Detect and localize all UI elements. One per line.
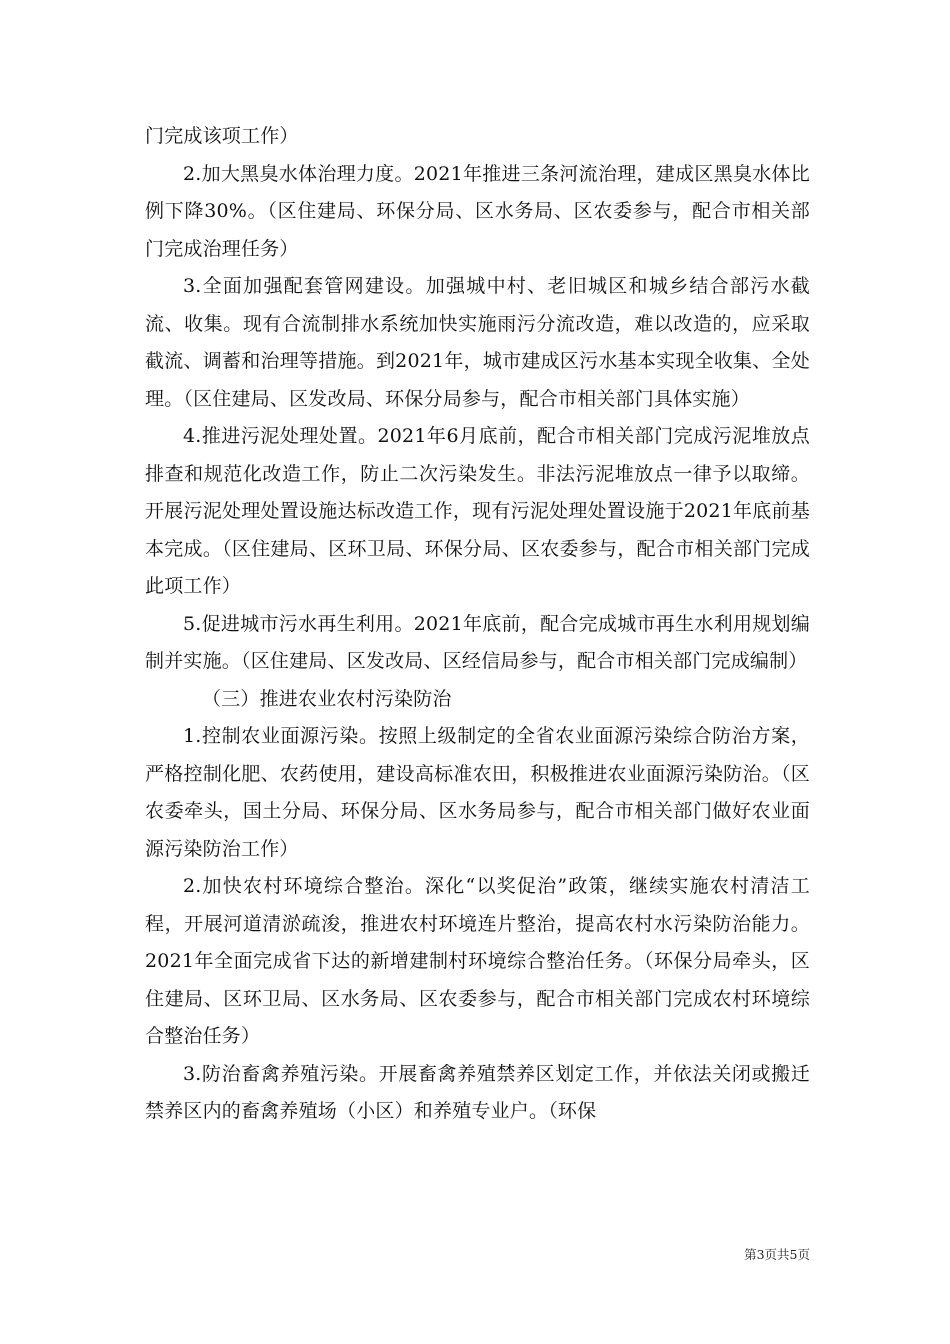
paragraph-item-4-sludge-treatment: 4.推进污泥处理处置。2021年6月底前，配合市相关部门完成污泥堆放点排查和规范化改造工作，防止二次污染发生。非法污泥堆放点一律予以取缔。开展污泥处理处置设施达标改造工作，现有污泥处理处置设施于2021年底前基本完成。（区住建局、区环卫局、环保分局、区农委参与，配合市相关部门完成此项工作）	[145, 425, 810, 597]
document-body	[145, 118, 810, 1131]
page-number: 第3页共5页	[744, 1247, 810, 1262]
paragraph-continuation: 门完成该项工作）	[145, 125, 299, 147]
paragraph-item-2-black-odorous-water: 2.加大黑臭水体治理力度。2021年推进三条河流治理，建成区黑臭水体比例下降30%。（区住建局、环保分局、区水务局、区农委参与，配合市相关部门完成治理任务）	[145, 162, 810, 260]
paragraph-item-1-agricultural-pollution: 1.控制农业面源污染。按照上级制定的全省农业面源污染综合防治方案，严格控制化肥、农药使用，建设高标准农田，积极推进农业面源污染防治。（区农委牵头，国土分局、环保分局、区水务局参与，配合市相关部门做好农业面源污染防治工作）	[145, 725, 810, 860]
paragraph-item-3-pipe-network: 3.全面加强配套管网建设。加强城中村、老旧城区和城乡结合部污水截流、收集。现有合流制排水系统加快实施雨污分流改造，难以改造的，应采取截流、调蓄和治理等措施。到2021年，城市建成区污水基本实现全收集、全处理。（区住建局、区发改局、环保分局参与，配合市相关部门具体实施）	[145, 275, 810, 410]
section-heading-agriculture: （三）推进农业农村污染防治	[202, 687, 452, 710]
paragraph-item-5-water-reuse: 5.促进城市污水再生利用。2021年底前，配合完成城市再生水利用规划编制并实施。（区住建局、区发改局、区经信局参与，配合市相关部门完成编制）	[145, 612, 810, 672]
paragraph-item-2-rural-environment: 2.加快农村环境综合整治。深化“以奖促治”政策，继续实施农村清洁工程，开展河道清淤疏浚，推进农村环境连片整治，提高农村水污染防治能力。2021年全面完成省下达的新增建制村环境综合整治任务。（环保分局牵头，区住建局、区环卫局、区水务局、区农委参与，配合市相关部门完成农村环境综合整治任务）	[145, 875, 810, 1047]
paragraph-item-3-livestock-pollution: 3.防治畜禽养殖污染。开展畜禽养殖禁养区划定工作，并依法关闭或搬迁禁养区内的畜禽养殖场（小区）和养殖专业户。（环保	[145, 1062, 810, 1122]
